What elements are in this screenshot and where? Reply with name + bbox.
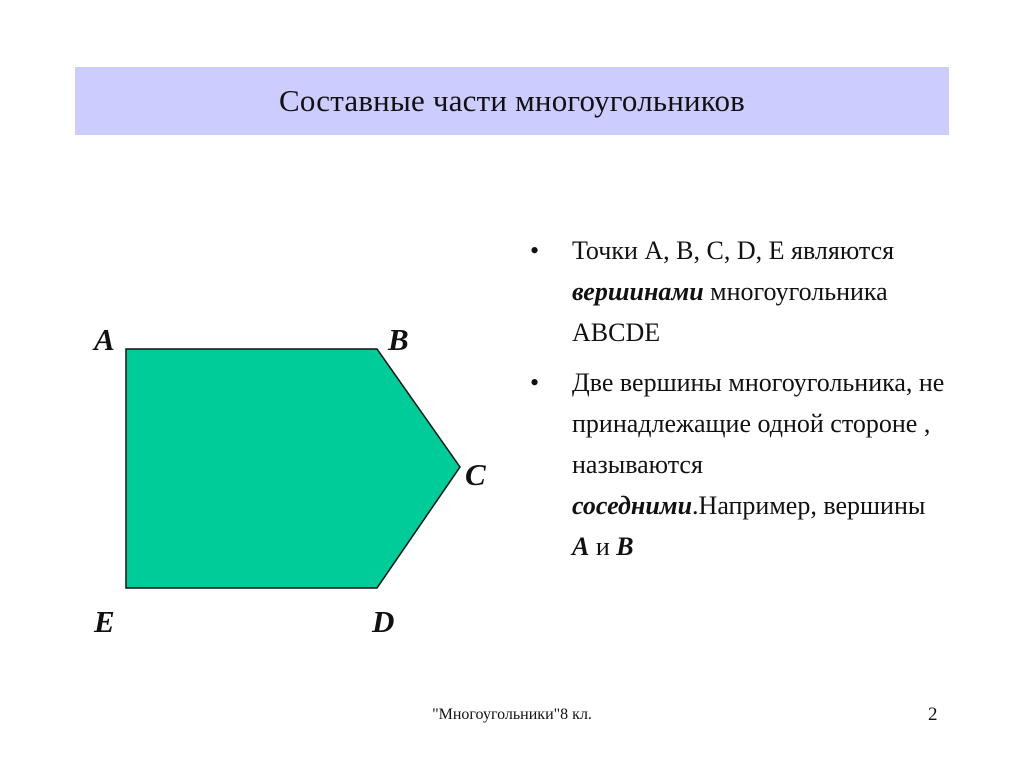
slide-title: Составные части многоугольников [278, 83, 746, 118]
vertex-label-e: E [94, 604, 115, 639]
vertex-ref-a: A [572, 532, 590, 561]
vertex-label-b: B [388, 322, 409, 357]
vertex-label-a: A [94, 322, 115, 357]
bullet-list [528, 230, 948, 576]
bullet-item-vertices [528, 230, 948, 353]
vertex-label-d: D [372, 604, 395, 639]
bullet-item-adjacent [528, 362, 948, 567]
emphasis-term: соседними [572, 491, 693, 520]
bullet-text: и [589, 532, 617, 561]
footer-caption: "Многоугольники"8 кл. [432, 706, 592, 723]
emphasis-term: вершинами [572, 277, 704, 306]
bullet-text: Две вершины многоугольника, не принадлежащие одной стороне , называются [572, 368, 945, 479]
bullet-text: Точки A, B, C, D, E являются [572, 236, 895, 265]
bullet-text: многоугольника ABCDE [572, 277, 888, 347]
page-number: 2 [928, 704, 938, 725]
bullet-marker: • [530, 368, 540, 397]
vertex-ref-b: B [616, 532, 634, 561]
bullet-marker: • [530, 236, 540, 265]
polygon-abcde [126, 349, 460, 588]
bullet-text: .Например, вершины [692, 491, 926, 520]
vertex-label-c: C [465, 457, 486, 492]
